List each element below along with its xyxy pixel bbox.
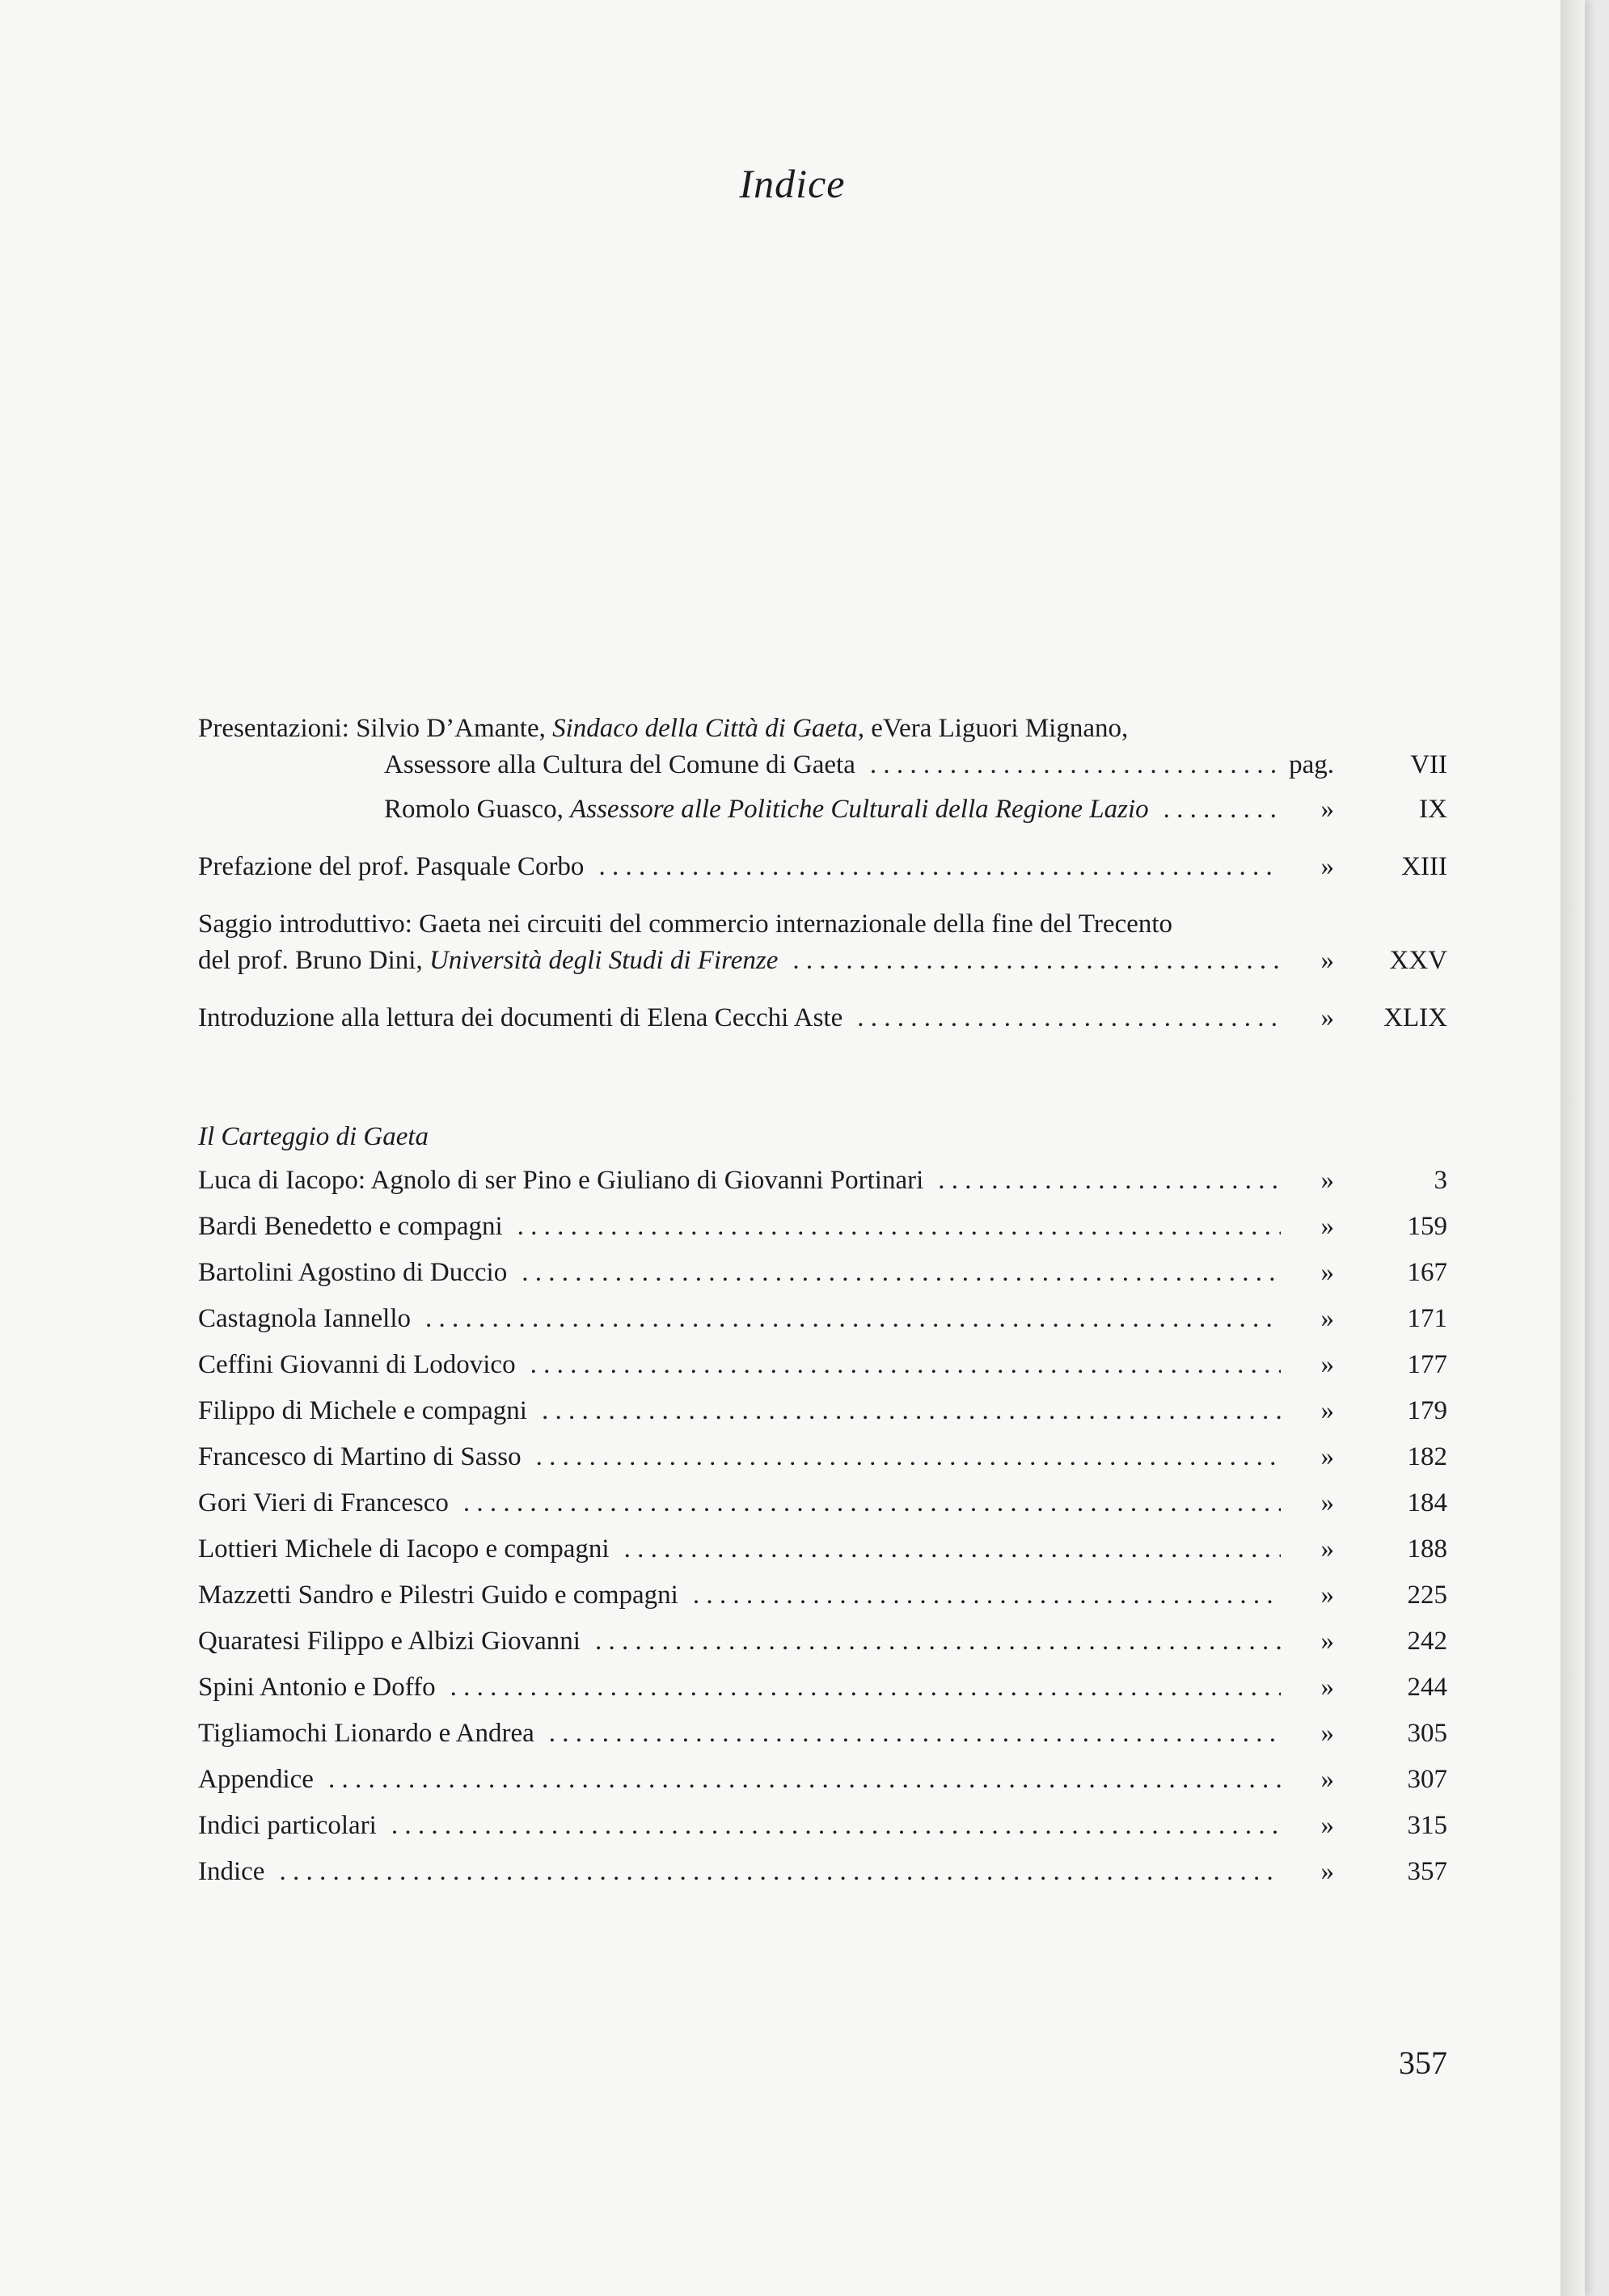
page-marker: » [1320, 1442, 1334, 1471]
page-marker: » [1320, 1765, 1334, 1794]
page-number: 307 [1407, 1765, 1447, 1794]
page-marker: » [1320, 1534, 1334, 1564]
toc-entry [198, 1534, 1447, 1580]
guasco-name: Romolo Guasco, [384, 795, 571, 824]
presentazioni-line1-italic: Sindaco della Città di Gaeta, [552, 714, 864, 743]
page-marker: » [1320, 1304, 1334, 1333]
page-number: 159 [1407, 1212, 1447, 1241]
page-marker: » [1320, 1627, 1334, 1656]
page-number: 177 [1407, 1350, 1447, 1379]
dot-leader [938, 1165, 1281, 1197]
toc-entry [198, 1257, 1447, 1303]
toc-entry [198, 1211, 1447, 1257]
page-number-folio: 357 [1399, 2045, 1447, 2081]
toc-entry [198, 1580, 1447, 1626]
dot-leader [391, 1810, 1281, 1842]
saggio-line2-italic: Università degli Studi di Firenze [429, 946, 779, 975]
toc-entry-introduzione [198, 1002, 1447, 1049]
page-number: 179 [1407, 1396, 1447, 1425]
entry-label: Francesco di Martino di Sasso [198, 1442, 522, 1471]
page-marker: » [1320, 1811, 1334, 1840]
entry-list [198, 1165, 1447, 1902]
toc-entry-guasco [198, 794, 1447, 840]
page-edge [1560, 0, 1585, 2296]
page-number: 171 [1407, 1304, 1447, 1333]
dot-leader [450, 1672, 1281, 1704]
entry-label: Indice [198, 1857, 265, 1886]
guasco-title: Assessore alle Politiche Culturali della Regione Lazio [570, 795, 1149, 824]
dot-leader [279, 1856, 1281, 1889]
saggio-line1-text: Saggio introduttivo: Gaeta nei circuiti del commercio internazionale della fine del Trecento [198, 910, 1173, 939]
page-number: 188 [1407, 1534, 1447, 1564]
toc-entry-prefazione [198, 851, 1447, 897]
toc-entry [198, 1718, 1447, 1764]
dot-leader [463, 1488, 1281, 1520]
page-marker: pag. [1289, 750, 1334, 779]
dot-leader [870, 749, 1281, 782]
page-number: 225 [1407, 1581, 1447, 1610]
toc-entry [198, 1165, 1447, 1211]
toc-entry [198, 1441, 1447, 1488]
dot-leader [522, 1257, 1281, 1289]
page-marker: » [1320, 1258, 1334, 1287]
page-number: VII [1410, 750, 1447, 779]
presentazioni-line1-rest: eVera Liguori Mignano, [864, 714, 1129, 743]
toc-entry [198, 1395, 1447, 1441]
dot-leader [624, 1534, 1281, 1566]
entry-label: Spini Antonio e Doffo [198, 1673, 436, 1702]
page-marker: » [1320, 1488, 1334, 1517]
entry-label: Ceffini Giovanni di Lodovico [198, 1350, 516, 1379]
entry-label: Indici particolari [198, 1811, 377, 1840]
dot-leader [1163, 794, 1281, 826]
dot-leader [792, 945, 1281, 977]
toc-entry [198, 1488, 1447, 1534]
page-number: 315 [1407, 1811, 1447, 1840]
dot-leader [517, 1211, 1281, 1243]
page-number: 305 [1407, 1719, 1447, 1748]
toc-entry-presentazioni-line1 [198, 713, 1447, 749]
toc-entry-saggio-line2 [198, 945, 1447, 991]
dot-leader [549, 1718, 1281, 1750]
page-number: 357 [1407, 1857, 1447, 1886]
toc-entry [198, 1672, 1447, 1718]
dot-leader [857, 1002, 1281, 1035]
entry-label: Quaratesi Filippo e Albizi Giovanni [198, 1627, 581, 1656]
page-marker: » [1320, 1350, 1334, 1379]
entry-label: Luca di Iacopo: Agnolo di ser Pino e Giuliano di Giovanni Portinari [198, 1166, 924, 1195]
introduzione-text: Introduzione alla lettura dei documenti di Elena Cecchi Aste [198, 1003, 843, 1032]
toc-entry [198, 1856, 1447, 1902]
dot-leader [542, 1395, 1281, 1428]
page-number: 182 [1407, 1442, 1447, 1471]
entry-label: Castagnola Iannello [198, 1304, 412, 1333]
entry-label: Filippo di Michele e compagni [198, 1396, 527, 1425]
dot-leader [530, 1349, 1281, 1382]
dot-leader [595, 1626, 1281, 1658]
entry-label: Tigliamochi Lionardo e Andrea [198, 1719, 534, 1748]
toc-entry [198, 1764, 1447, 1810]
page-number: 184 [1407, 1488, 1447, 1517]
toc-entry [198, 1349, 1447, 1395]
page-number: 242 [1407, 1627, 1447, 1656]
page-number: XIII [1401, 852, 1447, 881]
toc-entry [198, 1626, 1447, 1672]
dot-leader [693, 1580, 1281, 1612]
page-number: XLIX [1383, 1003, 1447, 1032]
presentazioni-line1-text: Presentazioni: Silvio D’Amante, [198, 714, 553, 743]
page-marker: » [1320, 1003, 1334, 1032]
toc-entry-saggio-line1 [198, 909, 1447, 945]
section-heading: Il Carteggio di Gaeta [198, 1122, 429, 1152]
entry-label: Bardi Benedetto e compagni [198, 1212, 503, 1241]
dot-leader [425, 1303, 1281, 1336]
page-marker: » [1320, 1719, 1334, 1748]
dot-leader [536, 1441, 1281, 1474]
page-number: XXV [1389, 946, 1447, 975]
entry-label: Lottieri Michele di Iacopo e compagni [198, 1534, 610, 1564]
dot-leader [328, 1764, 1281, 1796]
page-number: 167 [1407, 1258, 1447, 1287]
saggio-line2-text: del prof. Bruno Dini, [198, 946, 429, 975]
page-number: IX [1419, 795, 1447, 824]
dot-leader [598, 851, 1281, 884]
toc-entry [198, 1303, 1447, 1349]
page-marker: » [1320, 946, 1334, 975]
page-marker: » [1320, 1396, 1334, 1425]
entry-label: Gori Vieri di Francesco [198, 1488, 449, 1517]
page-marker: » [1320, 1673, 1334, 1702]
entry-label: Bartolini Agostino di Duccio [198, 1258, 508, 1287]
page-marker: » [1320, 1212, 1334, 1241]
toc-entry-presentazioni-line2 [198, 749, 1447, 794]
table-of-contents [198, 713, 1447, 1902]
prefazione-text: Prefazione del prof. Pasquale Corbo [198, 852, 585, 881]
page-number: 244 [1407, 1673, 1447, 1702]
page-marker: » [1320, 852, 1334, 881]
page-marker: » [1320, 1581, 1334, 1610]
presentazioni-line2-text: Assessore alla Cultura del Comune di Gaeta [384, 750, 855, 779]
entry-label: Appendice [198, 1765, 314, 1794]
page-marker: » [1320, 1857, 1334, 1886]
toc-entry [198, 1810, 1447, 1856]
entry-label: Mazzetti Sandro e Pilestri Guido e compagni [198, 1581, 678, 1610]
page-title: Indice [739, 161, 846, 206]
page-number: 3 [1434, 1166, 1447, 1195]
page-marker: » [1320, 795, 1334, 824]
page-marker: » [1320, 1166, 1334, 1195]
